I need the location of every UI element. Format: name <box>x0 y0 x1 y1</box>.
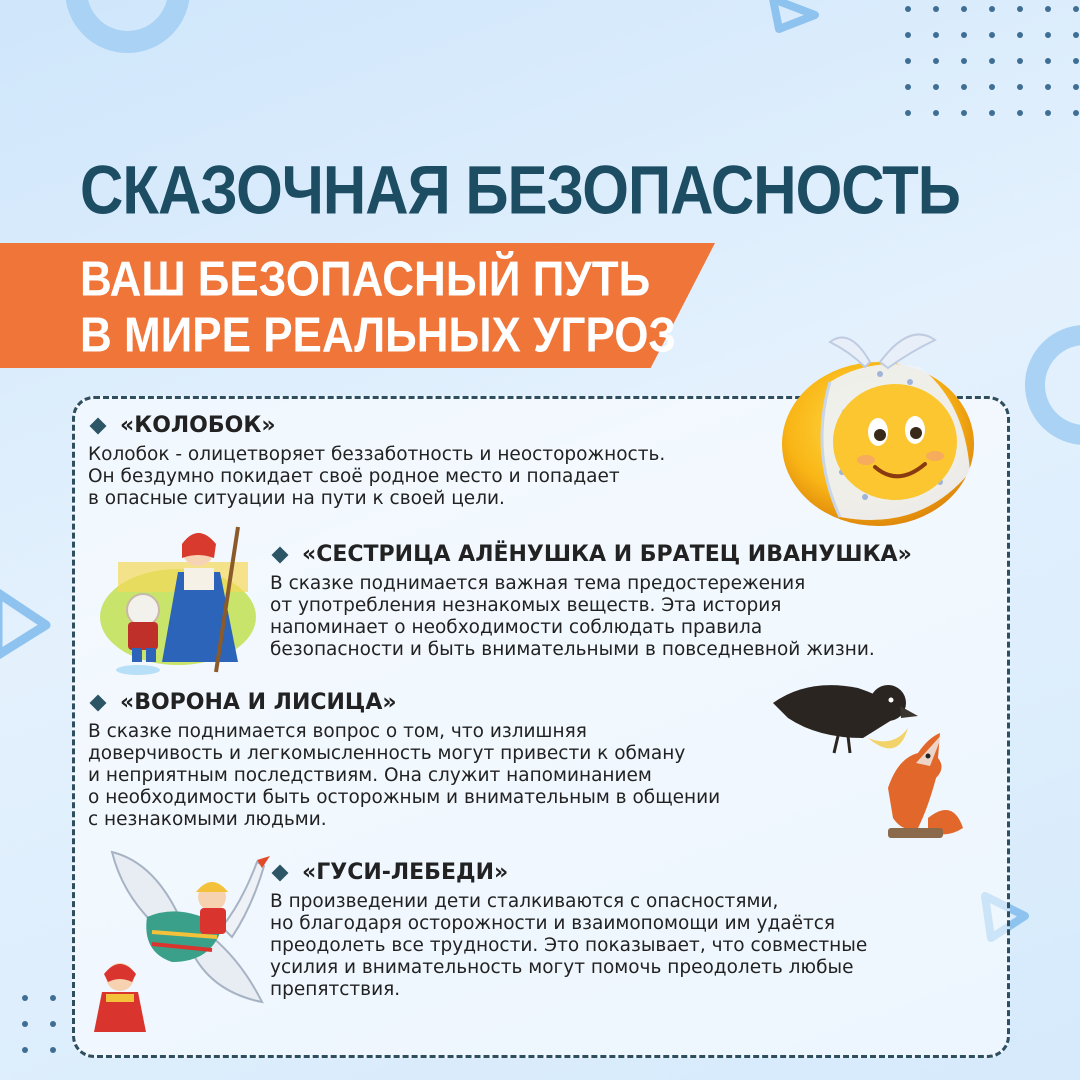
diamond-bullet-icon <box>90 694 107 711</box>
text-line: В сказке поднимается важная тема предостережения <box>270 573 806 594</box>
text-line: напоминает о необходимости соблюдать правила <box>270 617 763 638</box>
crow-fox-illustration <box>768 668 968 858</box>
decor-ring-top <box>65 0 190 53</box>
text-line: и неприятным последствиям. Она служит напоминанием <box>88 765 652 786</box>
text-line: безопасности и быть внимательными в повседневной жизни. <box>270 639 875 660</box>
text-line: усилия и внимательность могут помочь преодолеть любые <box>270 957 854 978</box>
text-line: В сказке поднимается вопрос о том, что излишняя <box>88 721 587 742</box>
text-line: от употребления незнакомых веществ. Эта история <box>270 595 782 616</box>
section-title <box>88 690 720 715</box>
geese-swans-illustration <box>92 842 270 1037</box>
alyonushka-illustration <box>98 522 268 677</box>
section-text <box>270 573 912 661</box>
section-geese-swans <box>270 860 867 1001</box>
text-line: Колобок - олицетворяет беззаботность и неосторожность. <box>88 444 666 465</box>
text-line: доверчивость и легкомысленность могут привести к обману <box>88 743 686 764</box>
section-title-text: «КОЛОБОК» <box>120 413 276 438</box>
section-alyonushka <box>270 542 912 661</box>
text-line: Он бездумно покидает своё родное место и попадает <box>88 466 620 487</box>
section-text <box>88 721 720 831</box>
section-title-text: «ВОРОНА И ЛИСИЦА» <box>120 690 397 715</box>
section-kolobok <box>88 413 665 510</box>
decor-triangle-top <box>765 0 825 35</box>
banner-line-1: ВАШ БЕЗОПАСНЫЙ ПУТЬ <box>80 252 651 307</box>
section-title <box>270 542 912 567</box>
text-line: но благодаря осторожности и взаимопомощи им удаётся <box>270 913 836 934</box>
diamond-bullet-icon <box>272 864 289 881</box>
page-title: СКАЗОЧНАЯ БЕЗОПАСНОСТЬ <box>80 151 960 229</box>
section-title <box>270 860 867 885</box>
text-line: о необходимости быть осторожным и внимательным в общении <box>88 787 721 808</box>
section-crow-fox <box>88 690 720 831</box>
section-title-text: «СЕСТРИЦА АЛЁНУШКА И БРАТЕЦ ИВАНУШКА» <box>302 542 912 567</box>
section-text <box>270 891 867 1001</box>
decor-dots-top-right <box>905 6 1079 116</box>
decor-dots-bottom-left <box>22 995 56 1053</box>
text-line: в опасные ситуации на пути к своей цели. <box>88 488 505 509</box>
decor-triangle-left <box>0 585 60 665</box>
diamond-bullet-icon <box>90 417 107 434</box>
kolobok-illustration <box>770 322 985 532</box>
text-line: преодолеть все трудности. Это показывает, что совместные <box>270 935 868 956</box>
text-line: В произведении дети сталкиваются с опасностями, <box>270 891 779 912</box>
decor-ring-right <box>1025 325 1080 445</box>
diamond-bullet-icon <box>272 546 289 563</box>
section-title <box>88 413 665 438</box>
section-title-text: «ГУСИ-ЛЕБЕДИ» <box>302 860 509 885</box>
banner-line-2: В МИРЕ РЕАЛЬНЫХ УГРОЗ <box>80 308 676 363</box>
text-line: с незнакомыми людьми. <box>88 809 327 830</box>
section-text <box>88 444 665 510</box>
text-line: препятствия. <box>270 979 401 1000</box>
